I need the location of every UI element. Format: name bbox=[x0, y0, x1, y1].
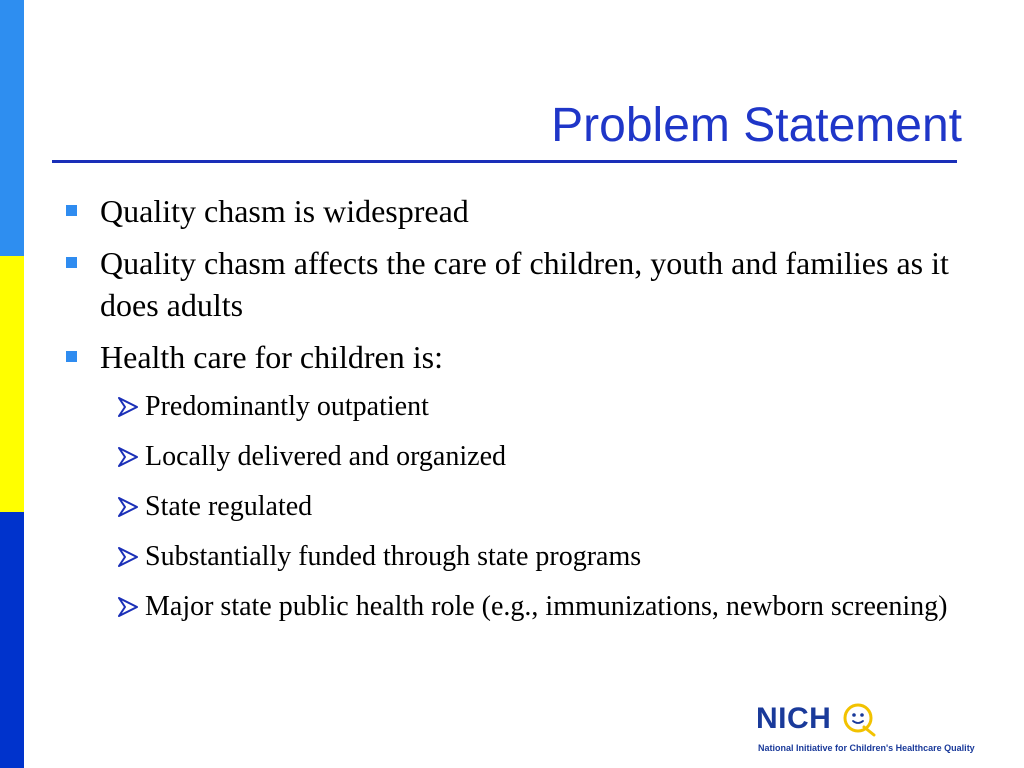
bullet-item bbox=[62, 242, 962, 326]
sub-bullet-text: Locally delivered and organized bbox=[145, 441, 506, 472]
bullet-item bbox=[62, 336, 962, 378]
arrow-right-icon bbox=[117, 388, 143, 426]
sub-bullet-item bbox=[117, 538, 962, 576]
sub-bullet-text: Major state public health role (e.g., immunizations, newborn screening) bbox=[145, 591, 948, 622]
bullet-text: Quality chasm is widespread bbox=[100, 193, 469, 229]
side-bar-blue-segment bbox=[0, 0, 24, 256]
bullet-item bbox=[62, 190, 962, 232]
sub-bullet-item bbox=[117, 438, 962, 476]
arrow-right-icon bbox=[117, 538, 143, 576]
nichq-logo bbox=[756, 702, 976, 758]
sub-bullet-text: State regulated bbox=[145, 491, 313, 522]
decorative-side-bar bbox=[0, 0, 24, 768]
side-bar-navy-segment bbox=[0, 512, 24, 768]
arrow-right-icon bbox=[117, 588, 143, 626]
logo-tagline: National Initiative for Children's Healthcare Quality bbox=[758, 743, 975, 753]
logo-wordmark-text: NICH bbox=[756, 702, 832, 735]
bullet-text: Quality chasm affects the care of children, youth and families as it does adults bbox=[100, 245, 949, 323]
slide-body bbox=[62, 190, 962, 638]
blue-square-icon bbox=[66, 205, 77, 216]
side-bar-yellow-segment bbox=[0, 256, 24, 512]
title-divider bbox=[52, 160, 957, 163]
slide-title: Problem Statement bbox=[551, 99, 962, 152]
arrow-right-icon bbox=[117, 438, 143, 476]
q-speech-bubble-icon bbox=[840, 700, 880, 740]
bullet-text: Health care for children is: bbox=[100, 339, 443, 375]
sub-bullet-text: Predominantly outpatient bbox=[145, 391, 429, 422]
blue-square-icon bbox=[66, 257, 77, 268]
sub-bullet-item bbox=[117, 488, 962, 526]
sub-bullet-item bbox=[117, 588, 962, 626]
sub-bullet-item bbox=[117, 388, 962, 426]
arrow-right-icon bbox=[117, 488, 143, 526]
sub-bullet-text: Substantially funded through state programs bbox=[145, 541, 642, 572]
blue-square-icon bbox=[66, 351, 77, 362]
logo-wordmark bbox=[756, 702, 831, 736]
